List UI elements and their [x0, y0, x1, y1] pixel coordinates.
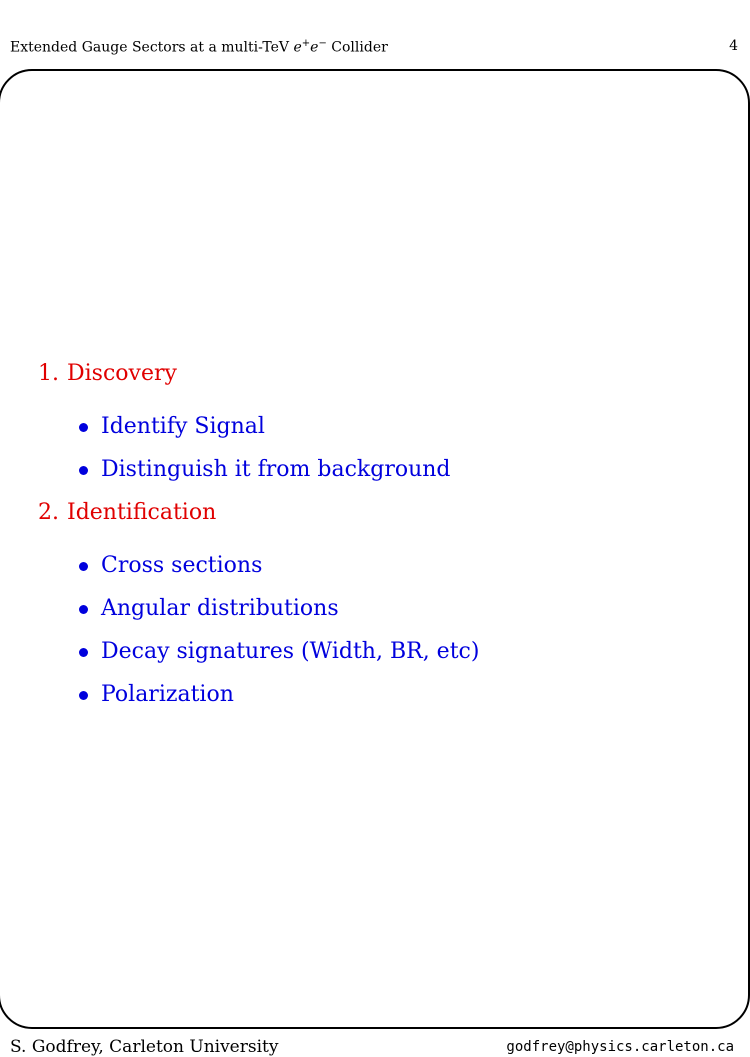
page-number: 4 — [729, 38, 738, 54]
bullet-icon — [79, 691, 88, 700]
header-title — [10, 38, 388, 56]
bullet-icon — [79, 605, 88, 614]
bullet-icon — [79, 648, 88, 657]
header-title-suffix: Collider — [326, 39, 388, 56]
math-e-electron: e — [310, 39, 319, 56]
list-item — [38, 636, 718, 668]
list-item — [38, 454, 718, 486]
list-item — [38, 593, 718, 625]
list-item-text: Polarization — [101, 682, 234, 707]
list-item — [38, 550, 718, 582]
list-item — [38, 679, 718, 711]
superscript-plus: + — [301, 38, 311, 49]
bullet-icon — [79, 466, 88, 475]
list-item-text: Decay signatures (Width, BR, etc) — [101, 639, 480, 664]
list-item-text: Distinguish it from background — [101, 457, 451, 482]
section-heading-discovery — [38, 358, 718, 390]
footer-author: S. Godfrey, Carleton University — [10, 1037, 279, 1057]
section-number: 1. — [38, 361, 59, 386]
section-title: Discovery — [67, 361, 177, 386]
section-title: Identification — [67, 500, 217, 525]
list-item-text: Cross sections — [101, 553, 263, 578]
bullet-icon — [79, 423, 88, 432]
superscript-minus: − — [318, 38, 327, 49]
slide-content — [38, 358, 718, 722]
identification-list — [38, 550, 718, 711]
footer-email: godfrey@physics.carleton.ca — [506, 1039, 734, 1055]
list-item — [38, 411, 718, 443]
bullet-icon — [79, 562, 88, 571]
discovery-list — [38, 411, 718, 486]
math-e-positron: e — [293, 39, 302, 56]
header-title-prefix: Extended Gauge Sectors at a multi-TeV — [10, 39, 294, 56]
list-item-text: Identify Signal — [101, 414, 265, 439]
list-item-text: Angular distributions — [101, 596, 339, 621]
section-number: 2. — [38, 500, 59, 525]
section-heading-identification — [38, 497, 718, 529]
